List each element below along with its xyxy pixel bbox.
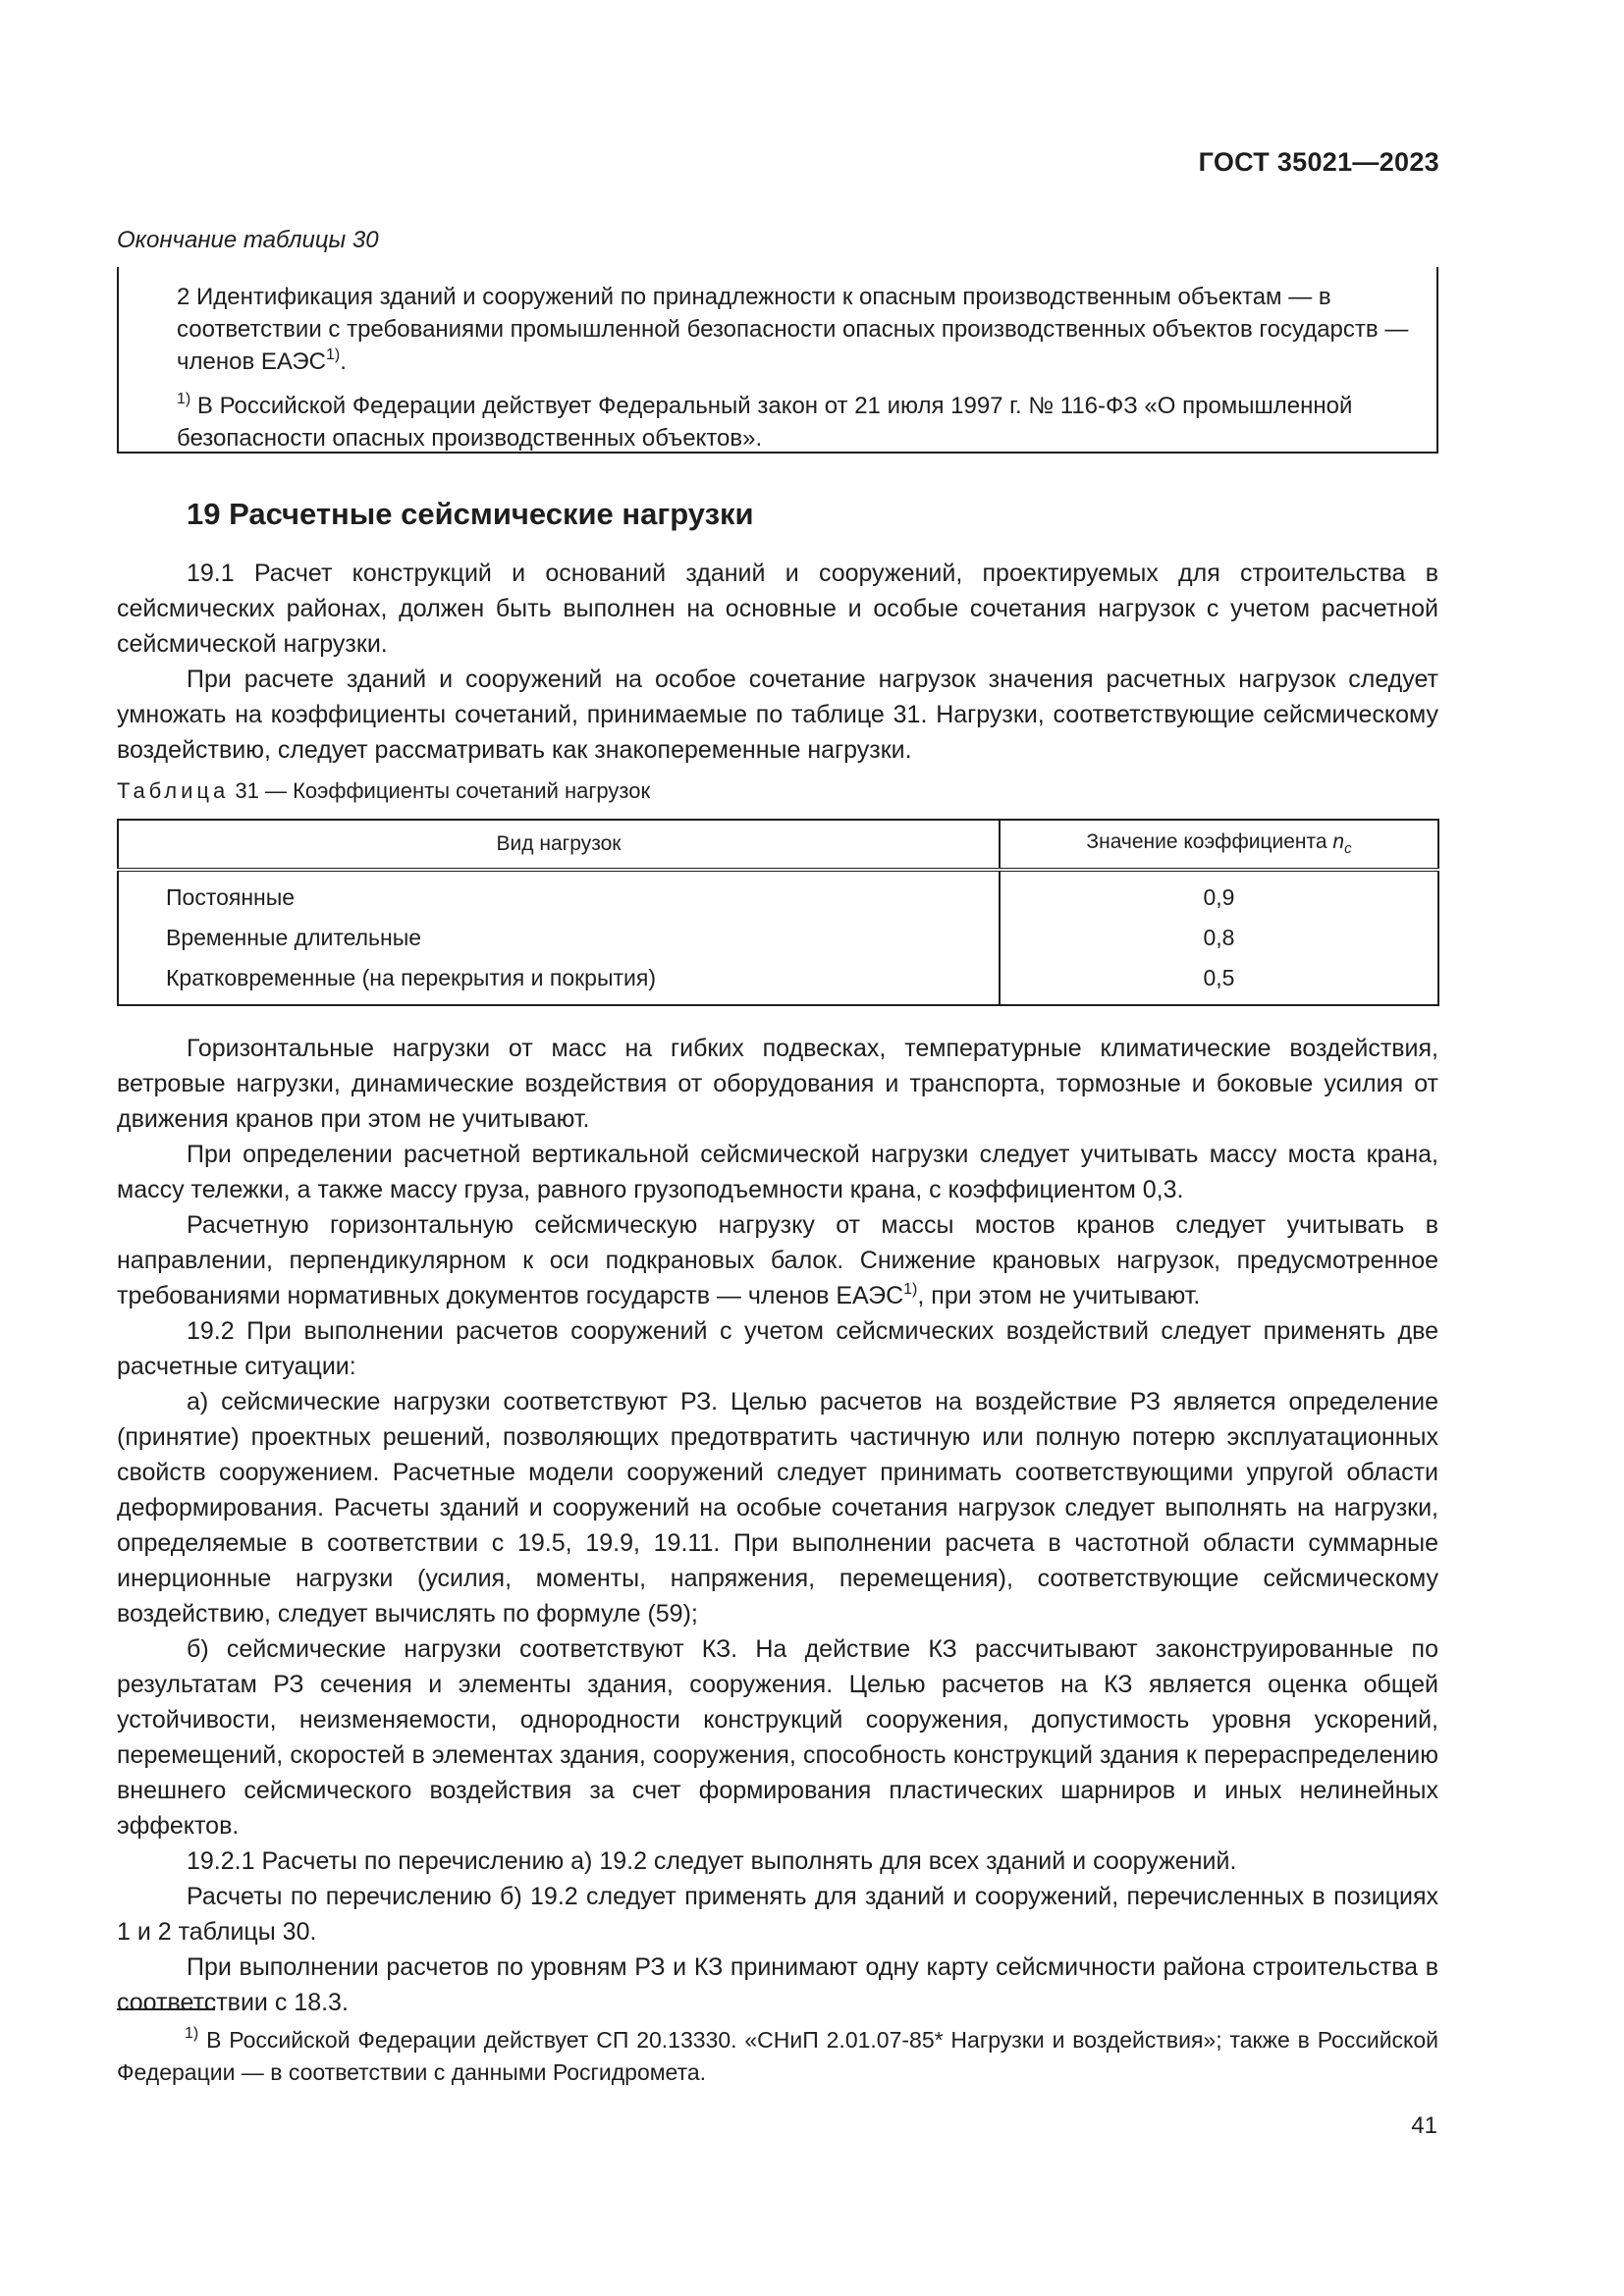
table31-caption-word: Таблица	[117, 778, 230, 803]
document-code-header: ГОСТ 35021—2023	[1198, 147, 1439, 177]
paragraph-19-2-1: 19.2.1 Расчеты по перечислению а) 19.2 следует выполнять для всех зданий и сооружений.	[187, 1847, 1237, 1875]
table30-notes-box	[117, 267, 1438, 454]
footnote-marker: 1)	[185, 2025, 199, 2042]
column-header-coefficient	[1000, 820, 1438, 870]
footnote-marker: 1)	[177, 391, 191, 407]
page-footnote-text: В Российской Федерации действует СП 20.13330. «СНиП 2.01.07-85* Нагрузки и воздействия»; также в Российской Федерации — в соответствии с данными Росгидромета.	[117, 2027, 1438, 2085]
table-continuation-caption: Окончание таблицы 30	[117, 227, 379, 253]
table31-coefficients	[117, 819, 1439, 1006]
footnote-marker: 1)	[903, 1281, 918, 1298]
coefficient-symbol: n	[1332, 830, 1345, 854]
page-number: 41	[1411, 2112, 1437, 2139]
paragraph-19-2-b: б) сейсмические нагрузки соответствуют КЗ. На действие КЗ рассчитывают законструированные по результатам РЗ сечения и элементы здания, сооружения. Целью расчетов на КЗ является оценка общей устойчивости, неизменяемости, однородности конструкций сооружения, допустимость уровня ускорений, перемещений, скоростей в элементах здания, сооружения, способность конструкций здания к перераспределению внешнего сейсмического воздействия за счет формирования пластических шарниров и иных нелинейных эффектов.	[117, 1635, 1438, 1840]
paragraph-19-1: 19.1 Расчет конструкций и оснований зданий и сооружений, проектируемых для строительства в сейсмических районах, должен быть выполнен на основные и особые сочетания нагрузок с учетом расчетной сейсмической нагрузки.	[117, 560, 1438, 658]
table-header-row	[118, 820, 1438, 870]
paragraph-19-2: 19.2 При выполнении расчетов сооружений с учетом сейсмических воздействий следует применять две расчетные ситуации:	[117, 1317, 1438, 1380]
load-type-cell: Кратковременные (на перекрытия и покрытия)	[118, 958, 1000, 1005]
paragraph-horizontal-loads: Горизонтальные нагрузки от масс на гибких подвесках, температурные климатические воздействия, ветровые нагрузки, динамические воздействия от оборудования и транспорта, тормозные и боковые усилия от движения кранов при этом не учитывают.	[117, 1035, 1438, 1133]
table30-note-2-end: .	[340, 348, 347, 375]
body-paragraphs	[117, 1031, 1438, 2020]
coefficient-cell: 0,9	[1000, 870, 1438, 918]
coefficient-cell: 0,5	[1000, 958, 1438, 1005]
footnote-separator	[117, 2008, 215, 2010]
load-type-cell: Временные длительные	[118, 918, 1000, 958]
table-row	[118, 958, 1438, 1005]
coefficient-cell: 0,8	[1000, 918, 1438, 958]
table30-footnote	[135, 390, 1421, 454]
column-header-load-type: Вид нагрузок	[118, 820, 1000, 870]
section-title: 19 Расчетные сейсмические нагрузки	[187, 497, 754, 531]
paragraph-combination-coefficients: При расчете зданий и сооружений на особое сочетание нагрузок значения расчетных нагрузок следует умножать на коэффициенты сочетаний, принимаемые по таблице 31. Нагрузки, соответствующие сейсмическому воздействию, следует рассматривать как знакопеременные нагрузки.	[117, 666, 1438, 764]
table30-note-2-text: 2 Идентификация зданий и сооружений по принадлежности к опасным производственным объектам — в соответствии с требованиями промышленной безопасности опасных производственных объектов государств — членов ЕАЭС	[177, 284, 1409, 375]
paragraph-enumeration-b: Расчеты по перечислению б) 19.2 следует применять для зданий и сооружений, перечисленных в позициях 1 и 2 таблицы 30.	[117, 1883, 1438, 1946]
table30-footnote-text: В Российской Федерации действует Федеральный закон от 21 июля 1997 г. № 116-ФЗ «О промышленной безопасности опасных производственных объектов».	[177, 393, 1353, 452]
table31-caption	[117, 778, 650, 804]
load-type-cell: Постоянные	[118, 870, 1000, 918]
paragraph-19-2-a: а) сейсмические нагрузки соответствуют РЗ. Целью расчетов на воздействие РЗ является определение (принятие) проектных решений, позволяющих предотвратить частичную или полную потерю эксплуатационных свойств сооружением. Расчетные модели сооружений следует принимать соответствующими упругой области деформирования. Расчеты зданий и сооружений на особые сочетания нагрузок следует выполнять на нагрузки, определяемые в соответствии с 19.5, 19.9, 19.11. При выполнении расчета в частотной области суммарные инерционные нагрузки (усилия, моменты, напряжения, перемещения), соответствующие сейсмическому воздействию, следует вычислять по формуле (59);	[117, 1388, 1438, 1628]
table30-note-2	[135, 281, 1421, 378]
column-header-coefficient-text: Значение коэффициента	[1086, 830, 1333, 854]
paragraph-crane-loads-text: Расчетную горизонтальную сейсмическую нагрузку от массы мостов кранов следует учитывать в направлении, перпендикулярном к оси подкрановых балок. Снижение крановых нагрузок, предусмотренное требованиями нормативных документов государств — членов ЕАЭС	[117, 1211, 1438, 1309]
paragraph-seismicity-map: При выполнении расчетов по уровням РЗ и КЗ принимают одну карту сейсмичности района строительства в соответствии с 18.3.	[117, 1953, 1438, 2016]
table-row	[118, 870, 1438, 918]
intro-paragraphs	[117, 556, 1438, 768]
coefficient-subscript: c	[1344, 840, 1352, 858]
paragraph-crane-loads-end: , при этом не учитывают.	[917, 1282, 1201, 1309]
footnote-marker: 1)	[325, 347, 341, 363]
table-row	[118, 918, 1438, 958]
page-footnote	[117, 2024, 1438, 2089]
table31-caption-text: 31 — Коэффициенты сочетаний нагрузок	[229, 778, 651, 803]
paragraph-crane-loads	[117, 1207, 1438, 1313]
paragraph-vertical-load: При определении расчетной вертикальной сейсмической нагрузки следует учитывать массу моста крана, массу тележки, а также массу груза, равного грузоподъемности крана, с коэффициентом 0,3.	[117, 1141, 1438, 1203]
